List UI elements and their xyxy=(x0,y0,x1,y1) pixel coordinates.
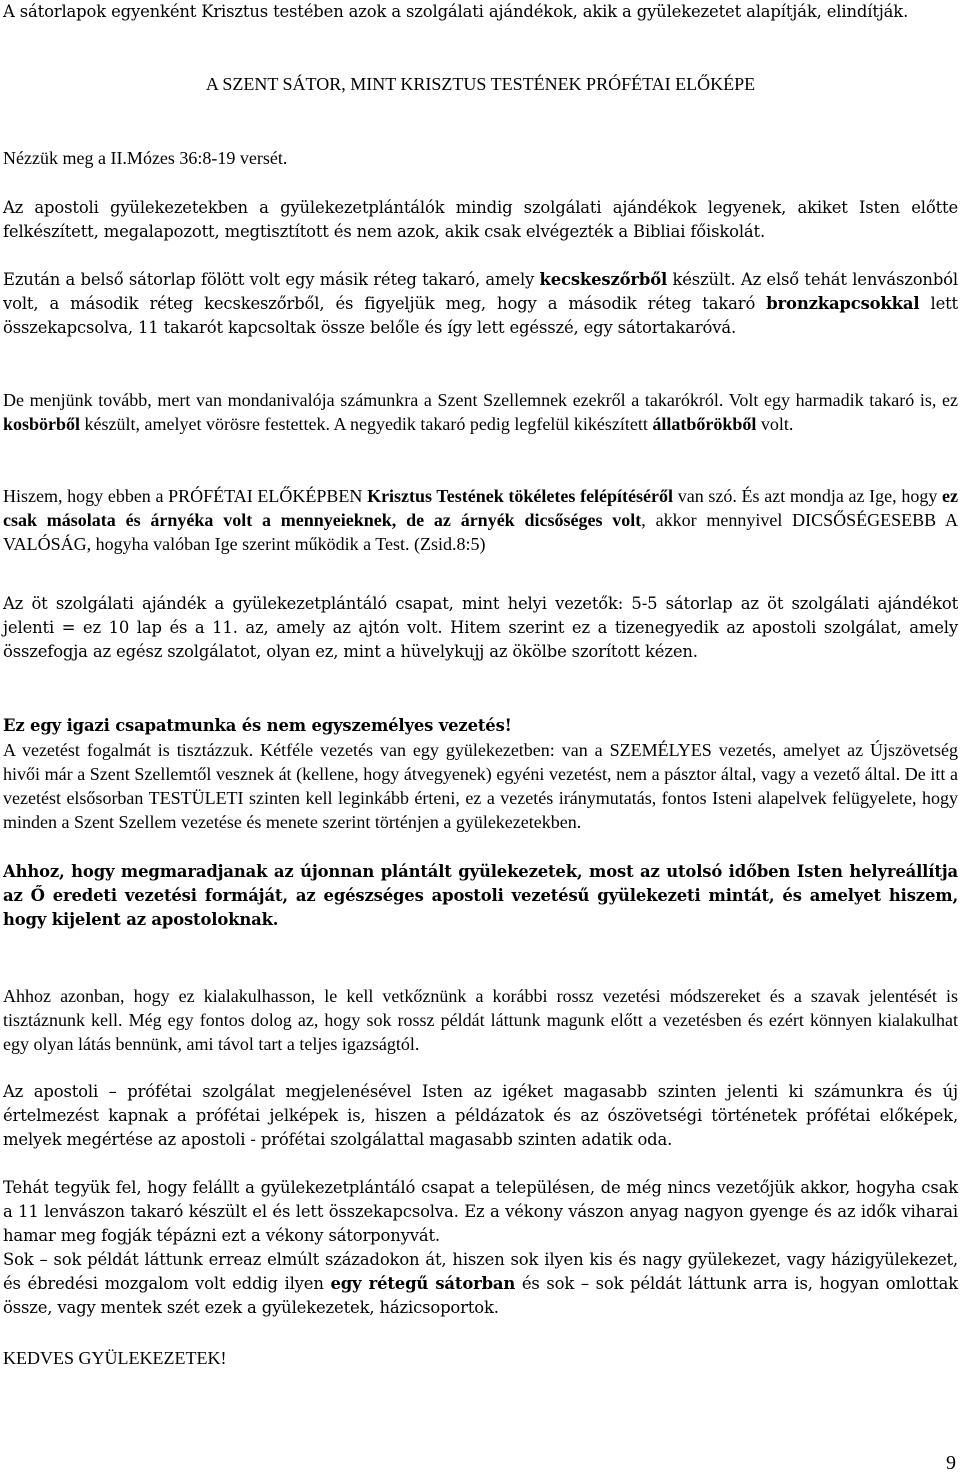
paragraph-goat-hair xyxy=(3,268,958,340)
text-run: van szó. És azt mondja az Ige, hogy xyxy=(673,486,943,506)
bold-run: Krisztus Testének tökéletes felépítéséről xyxy=(367,486,674,506)
paragraph-intro: A sátorlapok egyenként Krisztus testében azok a szolgálati ajándékok, akik a gyülekezetet alapítják, elindítják. xyxy=(3,2,909,21)
bold-run: állatbőrökből xyxy=(652,414,757,434)
paragraph-salutation: KEDVES GYÜLEKEZETEK! xyxy=(3,1348,227,1368)
section-heading: A SZENT SÁTOR, MINT KRISZTUS TESTÉNEK PRÓFÉTAI ELŐKÉPE xyxy=(205,74,756,94)
text-run: De menjünk tovább, mert van mondanivalója számunkra a Szent Szellemnek ezekről a takarókról. Volt egy harmadik takaró is, ez xyxy=(3,390,958,410)
bold-run: kecskeszőrből xyxy=(539,270,668,289)
paragraph-teamwork: Ez egy igazi csapatmunka és nem egyszemélyes vezetés! xyxy=(3,716,512,735)
text-run: Sok – sok példát láttunk erreaz elmúlt századokon át, hiszen sok ilyen kis és nagy gyülekezet, vagy házigyülekezet, és ébredési mozgalom volt eddig ilyen xyxy=(3,1250,958,1293)
text-run: , akkor mennyivel DICSŐSÉGESEBB A VALÓSÁG, hogyha valóban Ige szerint működik a Test. (Zsid.8:5) xyxy=(3,510,958,554)
text-run: Ezután a belső sátorlap fölött volt egy másik réteg takaró, amely xyxy=(3,270,540,289)
paragraph-verse-reference: Nézzük meg a II.Mózes 36:8-19 versét. xyxy=(3,148,288,168)
paragraph-old-methods: Ahhoz azonban, hogy ez kialakulhasson, le kell vetkőznünk a korábbi rossz vezetési módszereket és a szavak jelentését is tisztáznunk kell. Még egy fontos dolog az, hogy sok rossz példát láttunk magunk előtt a vezetésben és ezért könnyen kialakulhat egy olyan látás bennünk, ami távol tart a teljes igazságtól. xyxy=(3,986,958,1054)
paragraph-prophetic-type xyxy=(3,484,958,556)
paragraph-restoration: Ahhoz, hogy megmaradjanak az újonnan plántált gyülekezetek, most az utolsó időben Isten helyreállítja az Ő eredeti vezetési formáját, az egészséges apostoli vezetésű gyülekezeti mintát, és amelyet hiszem, hogy kijelent az apostoloknak. xyxy=(3,862,958,929)
paragraph-leadership: A vezetést fogalmát is tisztázzuk. Kétféle vezetés van egy gyülekezetben: van a SZEMÉLYES vezetés, amelyet az Újszövetség hivői már a Szent Szellemtől vesznek át (kellene, hogy átvegyenek) egyéni vezetést, nem a pásztor által, vagy a vezető által. De itt a vezetést elsősorban TESTÜLETI szinten kell leginkább érteni, ez a vezetés iránymutatás, fontos Isteni alapelvek felügyelete, hogy minden a Szent Szellem vezetése és menete szerint történjen a gyülekezetekben. xyxy=(3,740,958,832)
bold-run: kosbörből xyxy=(3,414,81,434)
text-run: lett összekapcsolva, 11 takarót kapcsoltak össze belőle és így lett egésszé, egy sátortakaróvá. xyxy=(3,294,958,337)
paragraph-linen-covering: Tehát tegyük fel, hogy felállt a gyülekezetplántáló csapat a településen, de még nincs vezetőjük akkor, hogyha csak a 11 lenvászon takaró készült el és lett összekapcsolva. Ez a vékony vászon anyag nagyon gyenge és az idők viharai hamar meg fogják tépázni ezt a vékony sátorponyvát. xyxy=(3,1178,958,1245)
page-number: 9 xyxy=(946,1452,956,1474)
text-run: Hiszem, hogy ebben a PRÓFÉTAI ELŐKÉPBEN xyxy=(3,486,368,506)
paragraph-coverings xyxy=(3,388,958,436)
bold-run: egy rétegű sátorban xyxy=(330,1274,516,1293)
text-run: és sok – sok példát láttunk arra is, hogyan omlottak össze, vagy mentek szét ezek a gyülekezetek, házicsoportok. xyxy=(3,1274,958,1317)
text-run: volt. xyxy=(756,414,794,434)
text-run: készült. Az első tehát lenvászonból volt, a második réteg kecskeszőrből, és figyeljük meg, hogy a második réteg takaró xyxy=(3,270,958,313)
paragraph-examples xyxy=(3,1248,958,1320)
paragraph-five-gifts: Az öt szolgálati ajándék a gyülekezetplántáló csapat, mint helyi vezetők: 5-5 sátorlap az öt szolgálati ajándékot jelenti = ez 10 lap és a 11. az, amely az ajtón volt. Hitem szerint ez a tizenegyedik az apostoli szolgálat, amely összefogja az egész szolgálatot, olyan ez, mint a hüvelykujj az ökölbe szorított kézen. xyxy=(3,594,958,661)
paragraph-prophetic-ministry: Az apostoli – prófétai szolgálat megjelenésével Isten az igéket magasabb szinten jelenti ki számunkra és új értelmezést kapnak a prófétai jelképek is, hiszen a példázatok és az ószövetségi történetek prófétai előképek, melyek megértése az apostoli - prófétai szolgálattal magasabb szinten adatik oda. xyxy=(3,1082,958,1149)
bold-run: ez csak másolata és árnyéka volt a mennyeieknek, de az árnyék dicsőséges volt xyxy=(3,486,959,530)
bold-run: bronzkapcsokkal xyxy=(766,294,920,313)
paragraph-apostolic-churches: Az apostoli gyülekezetekben a gyülekezetplántálók mindig szolgálati ajándékok legyenek, akiket Isten előtte felkészített, megalapozott, megtisztított és nem azok, akik csak elvégezték a Bibliai főiskolát. xyxy=(3,198,958,241)
text-run: készült, amelyet vörösre festettek. A negyedik takaró pedig legfelül kikészített xyxy=(80,414,653,434)
